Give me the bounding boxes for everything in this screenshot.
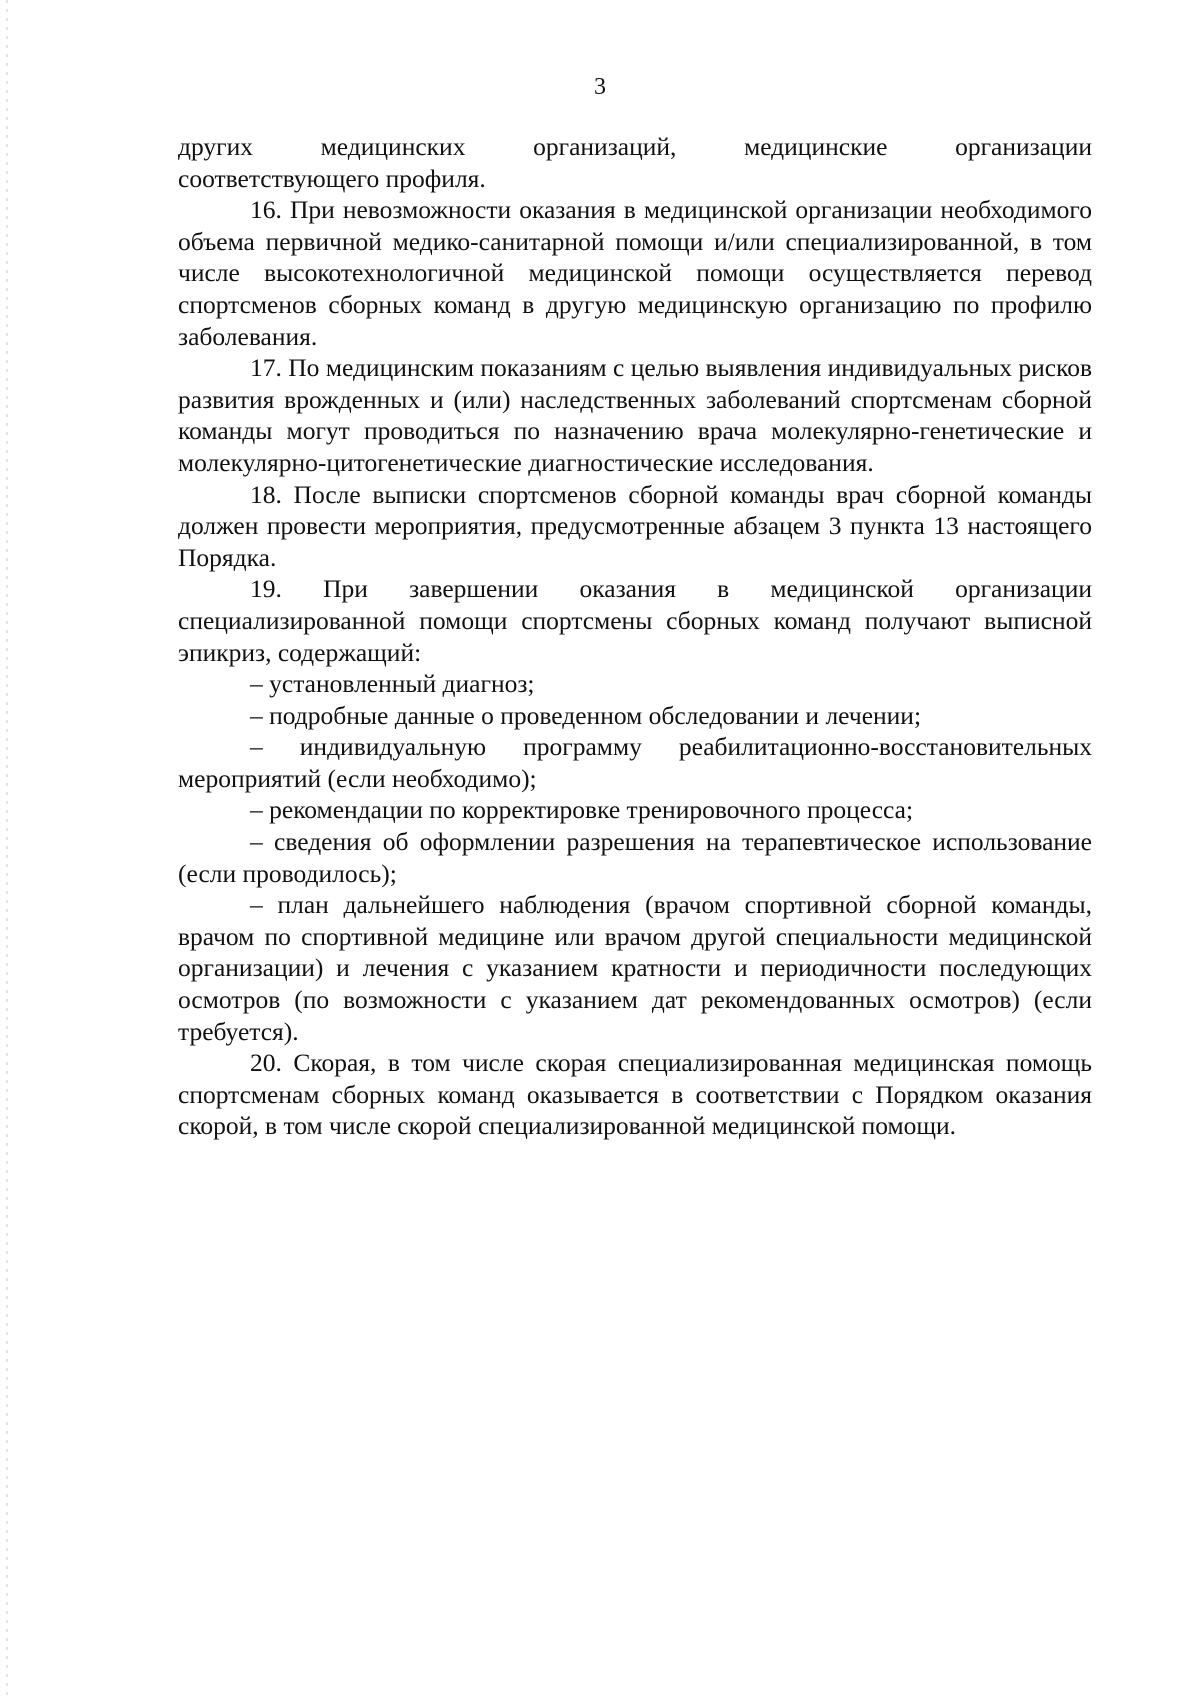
document-body bbox=[178, 131, 1092, 1142]
list-item-follow-up-plan: – план дальнейшего наблюдения (врачом спортивной сборной команды, врачом по спортивной медицине или врачом другой специальности медицинской организации) и лечения с указанием кратности и периодичности последующих осмотров (по возможности с указанием дат рекомендованных осмотров) (если требуется). bbox=[178, 890, 1092, 1046]
scan-edge-artifact bbox=[6, 0, 8, 1696]
paragraph-17: 17. По медицинским показаниям с целью выявления индивидуальных рисков развития врожденных и (или) наследственных заболеваний спортсменам сборной команды могут проводиться по назначению врача молекулярно-генетические и молекулярно-цитогенетические диагностические исследования. bbox=[178, 353, 1092, 477]
paragraph-18: 18. После выписки спортсменов сборной команды врач сборной команды должен провести мероприятия, предусмотренные абзацем 3 пункта 13 настоящего Порядка. bbox=[178, 479, 1092, 572]
list-item-therapeutic-use: – сведения об оформлении разрешения на терапевтическое использование (если проводилось); bbox=[178, 827, 1092, 888]
paragraph-20: 20. Скорая, в том числе скорая специализированная медицинская помощь спортсменам сборных команд оказывается в соответствии с Порядком оказания скорой, в том числе скорой специализированной медицинской помощи. bbox=[178, 1048, 1092, 1141]
list-item-rehabilitation-program: – индивидуальную программу реабилитационно-восстановительных мероприятий (если необходимо); bbox=[178, 732, 1092, 793]
paragraph-19: 19. При завершении оказания в медицинской организации специализированной помощи спортсмены сборных команд получают выписной эпикриз, содержащий: bbox=[178, 574, 1092, 667]
paragraph-16: 16. При невозможности оказания в медицинской организации необходимого объема первичной медико-санитарной помощи и/или специализированной, в том числе высокотехнологичной медицинской помощи осуществляется перевод спортсменов сборных команд в другую медицинскую организацию по профилю заболевания. bbox=[178, 195, 1092, 351]
page-number: 3 bbox=[594, 74, 606, 100]
list-item-examination-data: – подробные данные о проведенном обследовании и лечении; bbox=[250, 700, 922, 730]
paragraph-continuation: других медицинских организаций, медицинские организации bbox=[178, 132, 1092, 161]
list-item-diagnosis: – установленный диагноз; bbox=[250, 669, 535, 699]
list-item-training-recommendations: – рекомендации по корректировке тренировочного процесса; bbox=[250, 795, 914, 825]
paragraph-continuation-end: соответствующего профиля. bbox=[178, 163, 486, 193]
